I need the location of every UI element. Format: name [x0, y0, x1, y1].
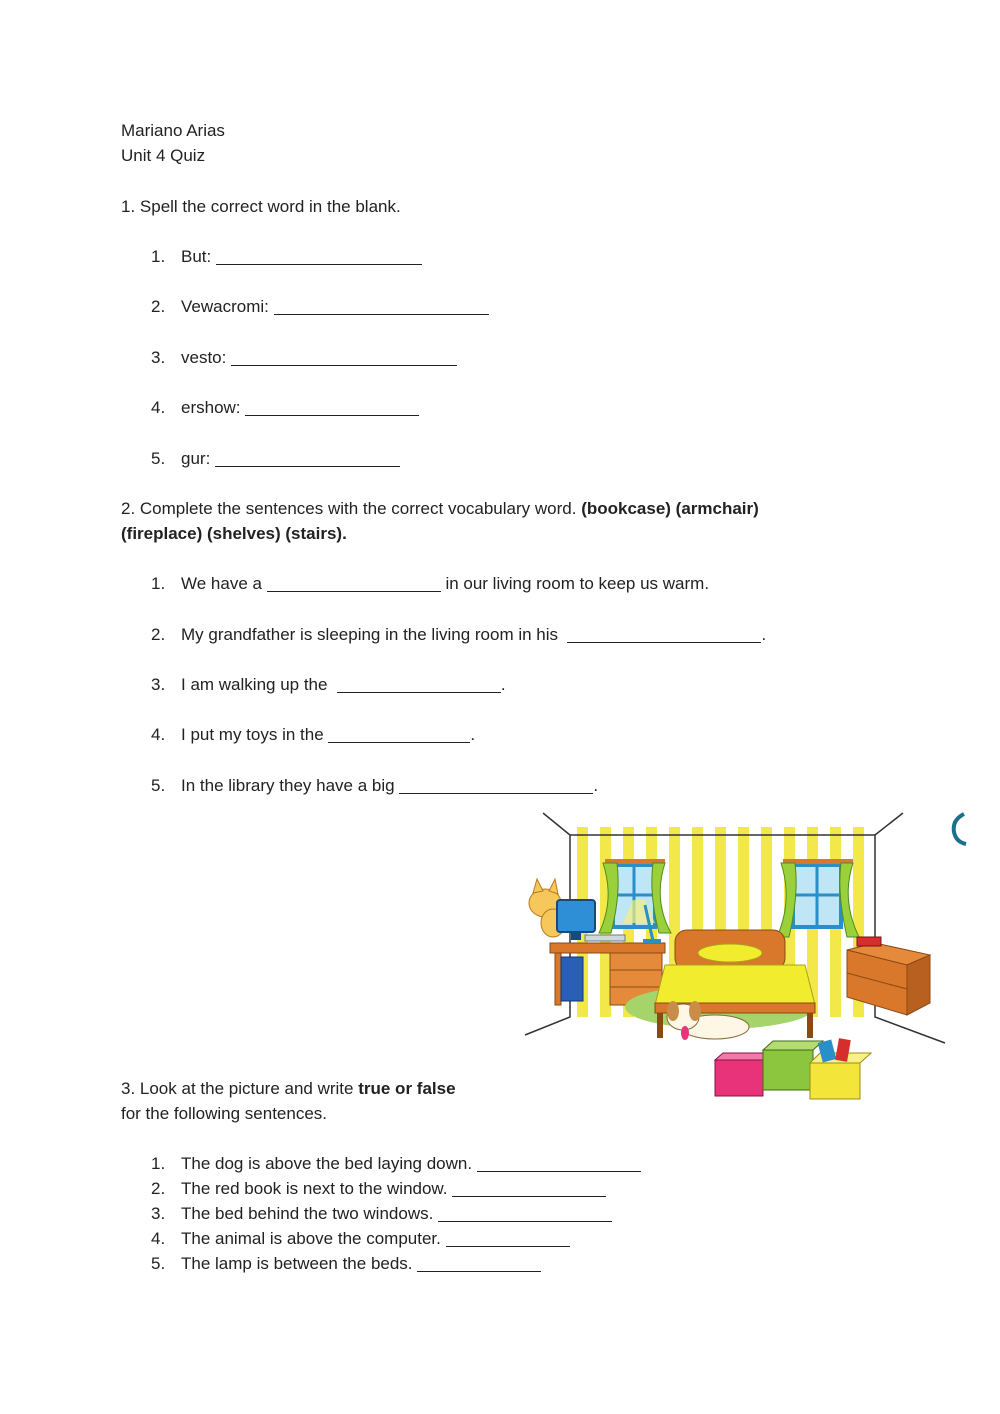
- toy-boxes: [715, 1038, 871, 1099]
- student-name: Mariano Arias: [121, 121, 225, 140]
- statement-text: The dog is above the bed laying down.: [181, 1154, 473, 1173]
- item-number: 5.: [151, 776, 166, 795]
- item-number: 3.: [151, 348, 166, 367]
- true-false-label: true or false: [358, 1079, 456, 1098]
- item-number: 2.: [151, 1179, 166, 1198]
- item-number: 4.: [151, 398, 166, 417]
- answer-blank[interactable]: [231, 348, 457, 366]
- answer-blank[interactable]: [267, 574, 441, 592]
- sentence-end: .: [470, 725, 476, 744]
- answer-blank[interactable]: [438, 1204, 612, 1222]
- item-number: 1.: [151, 1154, 166, 1173]
- section1-heading: 1. Spell the correct word in the blank.: [121, 197, 401, 216]
- item-number: 4.: [151, 725, 166, 744]
- answer-blank[interactable]: [215, 449, 400, 467]
- answer-blank[interactable]: [245, 398, 419, 416]
- sentence-end: .: [761, 625, 767, 644]
- partial-logo-icon: [950, 812, 974, 846]
- section2-instruction: 2. Complete the sentences with the correct vocabulary word.: [121, 499, 577, 518]
- vocab-words-line1: (bookcase) (armchair): [581, 499, 759, 518]
- item-text: ershow:: [181, 398, 241, 417]
- vocab-words-line2: (fireplace) (shelves) (stairs).: [121, 524, 347, 543]
- bedroom-illustration: [515, 805, 955, 1105]
- item-number: 1.: [151, 574, 166, 593]
- answer-blank[interactable]: [216, 247, 422, 265]
- answer-blank[interactable]: [567, 625, 761, 643]
- sentence-start: I put my toys in the: [181, 725, 324, 744]
- item-text: Vewacromi:: [181, 297, 269, 316]
- answer-blank[interactable]: [274, 297, 489, 315]
- section3-heading-cont: for the following sentences.: [121, 1104, 328, 1123]
- item-number: 3.: [151, 1204, 166, 1223]
- statement-text: The animal is above the computer.: [181, 1229, 441, 1248]
- answer-blank[interactable]: [399, 776, 593, 794]
- window-right: [777, 859, 859, 937]
- item-number: 1.: [151, 247, 166, 266]
- item-number: 2.: [151, 297, 166, 316]
- item-number: 4.: [151, 1229, 166, 1248]
- item-number: 5.: [151, 1254, 166, 1273]
- section2-heading-cont: [121, 524, 347, 544]
- sentence-end: .: [593, 776, 599, 795]
- quiz-title: Unit 4 Quiz: [121, 146, 206, 165]
- item-text: gur:: [181, 449, 211, 468]
- item-number: 5.: [151, 449, 166, 468]
- sentence-start: I am walking up the: [181, 675, 328, 694]
- answer-blank[interactable]: [446, 1229, 570, 1247]
- section3-heading: [121, 1079, 456, 1099]
- section3-instruction: 3. Look at the picture and write: [121, 1079, 354, 1098]
- statement-text: The bed behind the two windows.: [181, 1204, 434, 1223]
- statement-text: The red book is next to the window.: [181, 1179, 448, 1198]
- sentence-start: In the library they have a big: [181, 776, 395, 795]
- item-number: 2.: [151, 625, 166, 644]
- item-number: 3.: [151, 675, 166, 694]
- answer-blank[interactable]: [452, 1179, 606, 1197]
- sentence-end: in our living room to keep us warm.: [445, 574, 710, 593]
- sentence-start: We have a: [181, 574, 262, 593]
- answer-blank[interactable]: [417, 1254, 541, 1272]
- item-text: vesto:: [181, 348, 227, 367]
- item-text: But:: [181, 247, 212, 266]
- answer-blank[interactable]: [477, 1154, 641, 1172]
- section2-heading: [121, 499, 759, 519]
- sentence-start: My grandfather is sleeping in the living room in his: [181, 625, 559, 644]
- statement-text: The lamp is between the beds.: [181, 1254, 413, 1273]
- sentence-end: .: [500, 675, 506, 694]
- answer-blank[interactable]: [328, 725, 470, 743]
- answer-blank[interactable]: [337, 675, 501, 693]
